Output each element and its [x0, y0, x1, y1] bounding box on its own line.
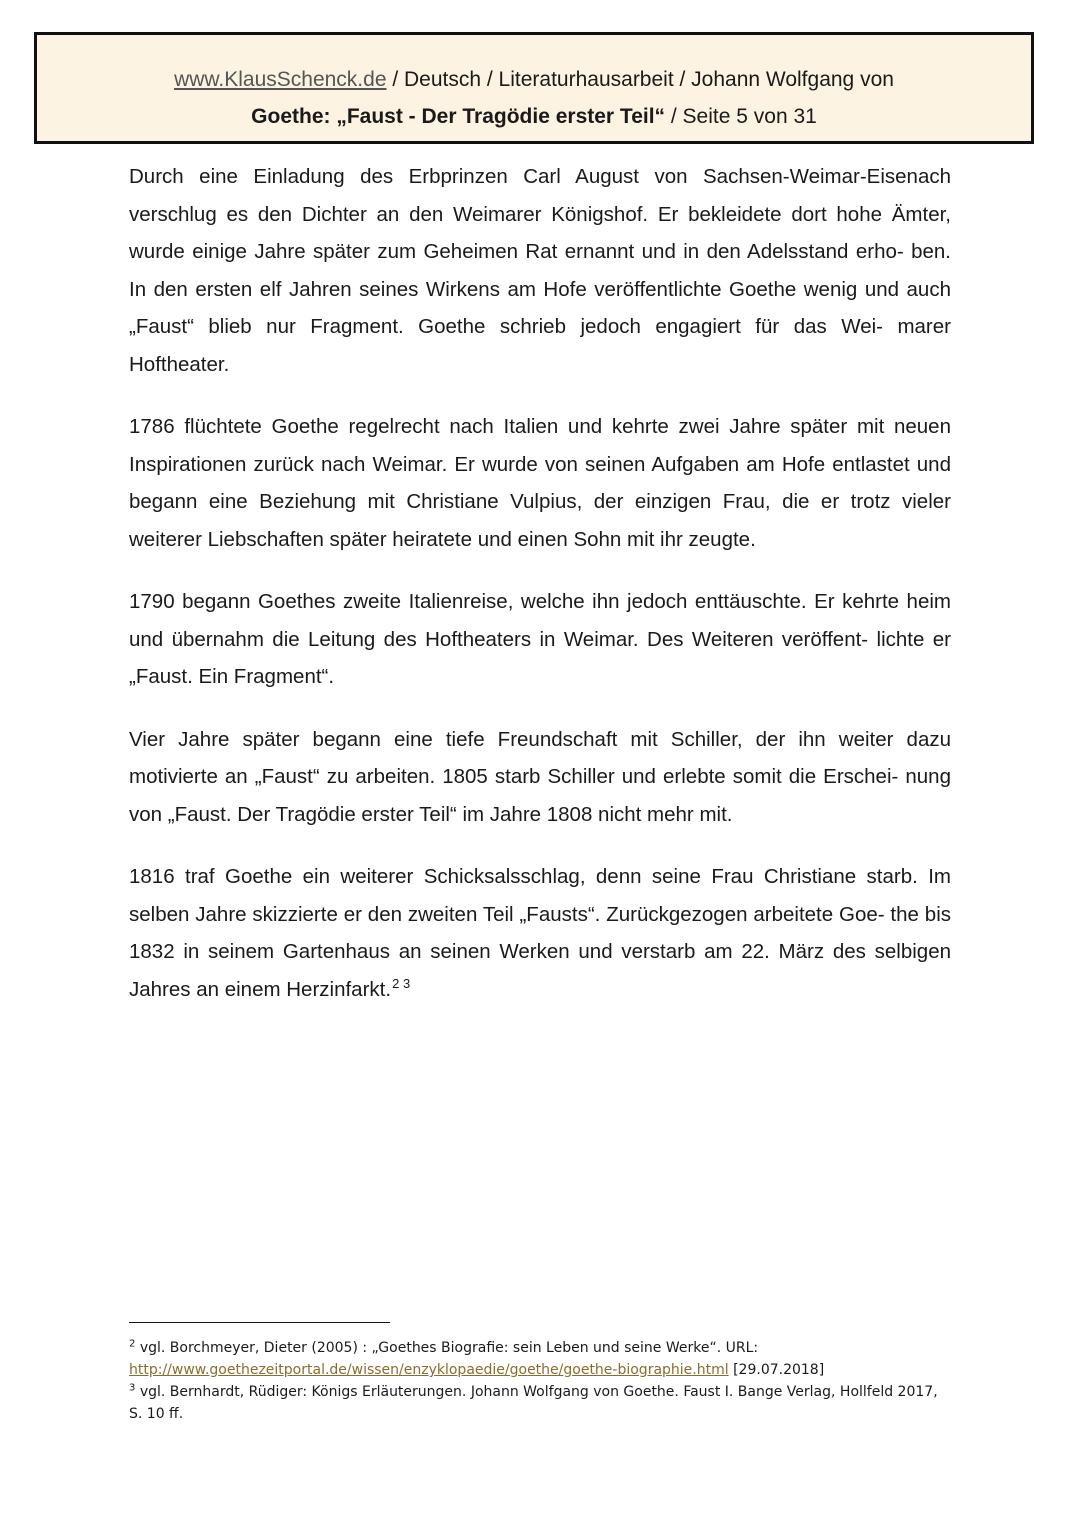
footnote-date: [29.07.2018]	[728, 1362, 825, 1378]
page-number: / Seite 5 von 31	[665, 105, 817, 128]
header-line-1	[37, 61, 1031, 98]
body-text	[129, 158, 951, 1033]
footnote-3	[129, 1381, 951, 1425]
header-breadcrumb: / Deutsch / Literaturhausarbeit / Johann Wolfgang von	[386, 68, 894, 91]
footnote-text: vgl. Bernhardt, Rüdiger: Königs Erläuterungen. Johann Wolfgang von Goethe. Faust I. Bange Verlag, Hollfeld 2017, S. 10 ff.	[129, 1384, 938, 1422]
paragraph-5	[129, 858, 951, 1008]
paragraph-3: 1790 begann Goethes zweite Italienreise, welche ihn jedoch enttäuschte. Er kehrte heim und übernahm die Leitung des Hoftheaters in Weimar. Des Weiteren veröffent- lichte er „Faust. Ein Fragment“.	[129, 590, 951, 688]
footnote-divider	[129, 1322, 390, 1323]
footnote-number: 3	[129, 1382, 136, 1394]
page-header	[34, 32, 1034, 144]
footnote-number: 2	[129, 1338, 136, 1350]
paragraph-2: 1786 flüchtete Goethe regelrecht nach Italien und kehrte zwei Jahre später mit neuen Inspirationen zurück nach Weimar. Er wurde von seinen Aufgaben am Hofe entlastet und begann eine Beziehung mit Christiane Vulpius, der einzigen Frau, die er trotz vieler weiterer Liebschaften später heiratete und einen Sohn mit ihr zeugte.	[129, 415, 951, 551]
header-title: Goethe: „Faust - Der Tragödie erster Teil“	[251, 105, 666, 128]
paragraph-5-text: 1816 traf Goethe ein weiterer Schicksalsschlag, denn seine Frau Christiane starb. Im selben Jahre skizzierte er den zweiten Teil „Fausts“. Zurückgezogen arbeitete Goe- the bis 1832 in seinem Gartenhaus an seinen Werken und verstarb am 22. März des selbigen Jahres an einem Herzinfarkt.	[129, 865, 951, 1001]
footnote-url-link[interactable]: http://www.goethezeitportal.de/wissen/enzyklopaedie/goethe/goethe-biographie.html	[129, 1362, 729, 1378]
footnotes	[129, 1337, 951, 1425]
website-link[interactable]: www.KlausSchenck.de	[174, 68, 387, 91]
header-line-2	[37, 98, 1031, 135]
footnote-2	[129, 1337, 951, 1381]
paragraph-4: Vier Jahre später begann eine tiefe Freundschaft mit Schiller, der ihn weiter dazu motivierte an „Faust“ zu arbeiten. 1805 starb Schiller und erlebte somit die Erschei- nung von „Faust. Der Tragödie erster Teil“ im Jahre 1808 nicht mehr mit.	[129, 727, 951, 826]
footnote-refs: 2 3	[392, 975, 411, 991]
paragraph-1: Durch eine Einladung des Erbprinzen Carl August von Sachsen-Weimar-Eisenach verschlug es den Dichter an den Weimarer Königshof. Er bekleidete dort hohe Ämter, wurde einige Jahre später zum Geheimen Rat ernannt und in den Adelsstand erho- ben. In den ersten elf Jahren seines Wirkens am Hofe veröffentlichte Goethe wenig und auch „Faust“ blieb nur Fragment. Goethe schrieb jedoch engagiert für das Wei- marer Hoftheater.	[129, 165, 951, 376]
footnote-text: vgl. Borchmeyer, Dieter (2005) : „Goethes Biografie: sein Leben und seine Werke“. URL:	[135, 1340, 759, 1356]
